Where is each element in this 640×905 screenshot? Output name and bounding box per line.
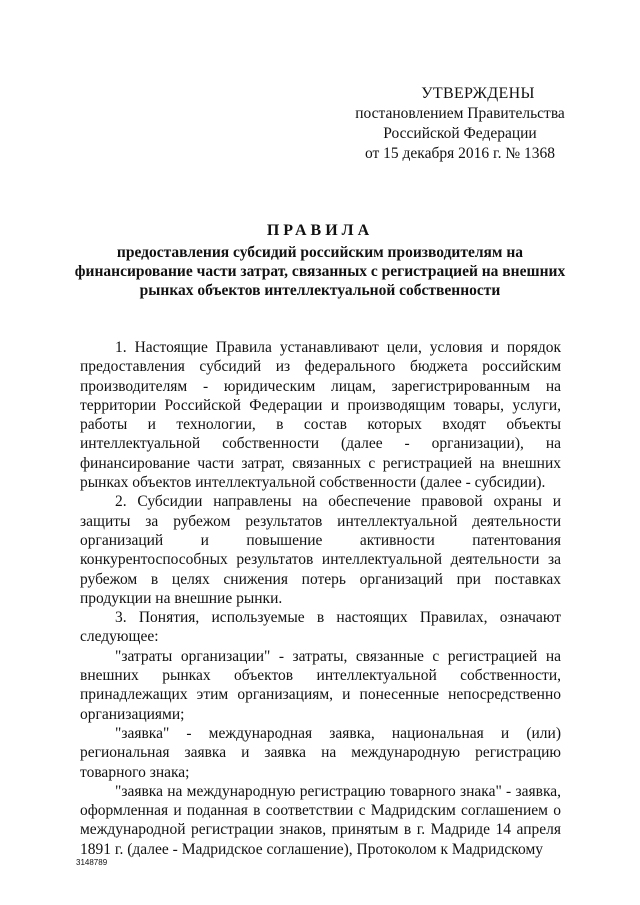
footer-code: 3148789: [76, 858, 108, 867]
approval-title: УТВЕРЖДЕНЫ: [421, 85, 535, 102]
paragraph-5: "заявка" - международная заявка, национальная и (или) региональная заявка и заявка на международную регистрацию товарного знака;: [80, 724, 561, 781]
paragraph-3: 3. Понятия, используемые в настоящих Правилах, означают следующее:: [80, 609, 561, 646]
approval-line-2: Российской Федерации: [383, 125, 537, 142]
approval-line-3: от 15 декабря 2016 г. № 1368: [364, 145, 556, 162]
approval-block: [335, 84, 585, 164]
approval-line-1: постановлением Правительства: [355, 105, 565, 122]
document-title: ПРАВИЛА: [266, 222, 374, 239]
paragraph-1: 1. Настоящие Правила устанавливают цели, условия и порядок предоставления субсидий из федерального бюджета российским производителям - юридическим лицам, зарегистрированным на территории Российской Федерации и производящим товары, услуги, работы и технологии, в состав которых входят объекты интеллектуальной собственности (далее - организации), на финансирование части затрат, связанных с регистрацией на внешних рынках объектов интеллектуальной собственности (далее - субсидии).: [80, 339, 561, 492]
document-body: [80, 338, 561, 859]
paragraph-4: "затраты организации" - затраты, связанные с регистрацией на внешних рынках объектов интеллектуальной собственности, принадлежащих этим организациям, и понесенные непосредственно организациями;: [80, 647, 561, 723]
paragraph-6: "заявка на международную регистрацию товарного знака" - заявка, оформленная и поданная в соответствии с Мадридским соглашением о международной регистрации знаков, принятым в г. Мадриде 14 апреля 1891 г. (далее - Мадридское соглашение), Протоколом к Мадридскому: [80, 782, 561, 858]
paragraph-2: 2. Субсидии направлены на обеспечение правовой охраны и защиты за рубежом результатов интеллектуальной деятельности организаций и повышение активности патентования конкурентоспособных результатов интеллектуальной деятельности за рубежом в целях снижения потерь организаций при поставках продукции на внешние рынки.: [80, 493, 561, 607]
document-subtitle: предоставления субсидий российским производителям на финансирование части затрат, связанных с регистрацией на внешних рынках объектов интеллектуальной собственности: [74, 244, 566, 299]
